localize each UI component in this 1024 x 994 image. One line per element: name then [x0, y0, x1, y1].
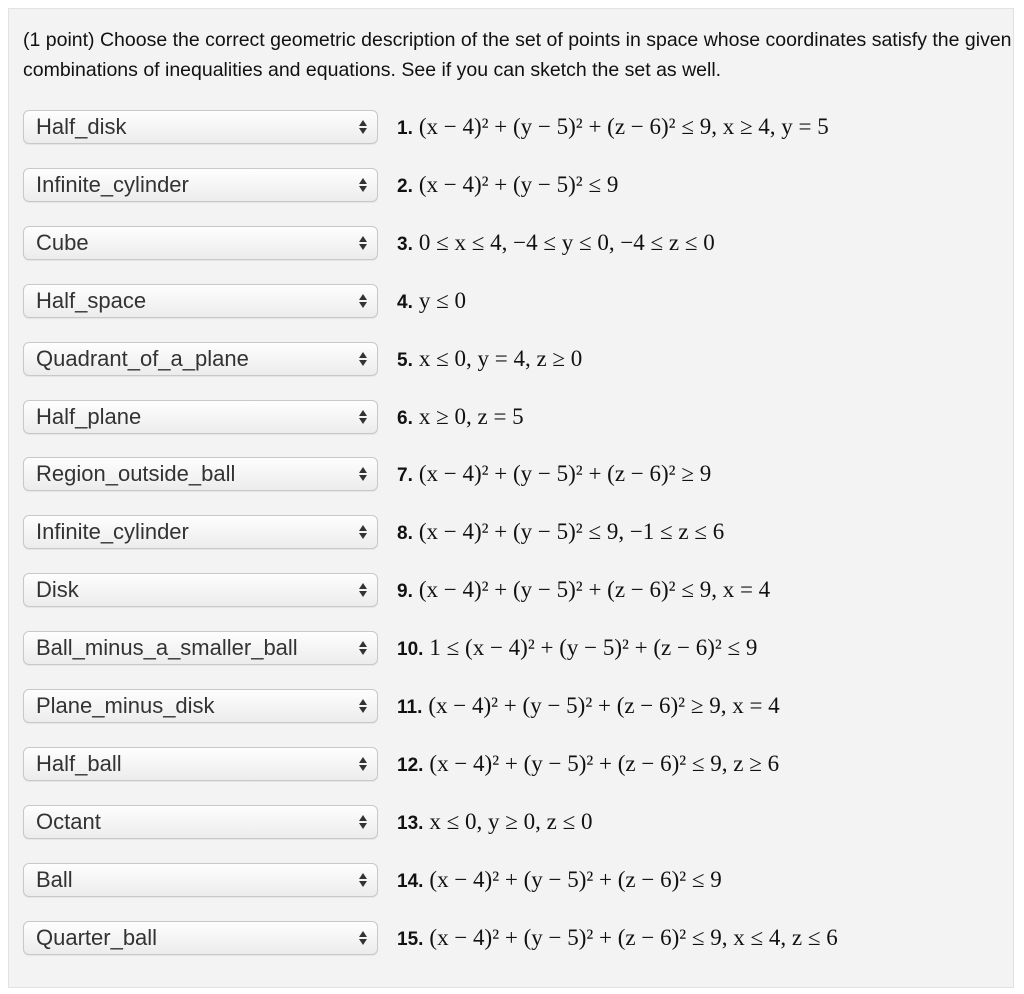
item-number: 7.: [397, 465, 413, 487]
equation: [397, 519, 724, 545]
item-number: 8.: [397, 523, 413, 545]
equation-expression: (x − 4)² + (y − 5)² + (z − 6)² ≤ 9: [429, 866, 722, 892]
select-updown-icon: [359, 120, 367, 134]
item-number: 4.: [397, 291, 413, 313]
answer-select-value: Plane_minus_disk: [36, 693, 215, 718]
equation-expression: 1 ≤ (x − 4)² + (y − 5)² + (z − 6)² ≤ 9: [429, 635, 758, 661]
equation-expression: (x − 4)² + (y − 5)² ≤ 9: [418, 171, 619, 197]
select-updown-icon: [359, 467, 367, 481]
select-updown-icon: [359, 178, 367, 192]
equation-expression: (x − 4)² + (y − 5)² + (z − 6)² ≥ 9: [418, 461, 712, 487]
select-updown-icon: [359, 757, 367, 771]
answer-select-value: Quarter_ball: [36, 924, 158, 950]
answer-row: [23, 630, 757, 666]
answer-row: [23, 862, 722, 898]
answer-row: [23, 225, 715, 261]
equation-expression: 0 ≤ x ≤ 4, −4 ≤ y ≤ 0, −4 ≤ z ≤ 0: [418, 229, 715, 255]
select-updown-icon: [359, 699, 367, 713]
select-updown-icon: [359, 294, 367, 308]
answer-row: [23, 456, 711, 492]
answer-select-value: Infinite_cylinder: [36, 519, 189, 545]
equation: [397, 925, 838, 951]
answer-select-value: Region_outside_ball: [36, 461, 236, 487]
answer-row: [23, 341, 582, 377]
answer-select[interactable]: [23, 689, 378, 723]
equation: [397, 751, 779, 777]
item-number: 10.: [397, 639, 424, 661]
answer-row: [23, 920, 838, 956]
answer-row: [23, 109, 829, 145]
item-number: 5.: [397, 349, 413, 371]
answer-row: [23, 572, 770, 608]
equation-expression: (x − 4)² + (y − 5)² + (z − 6)² ≤ 9, x ≥ 4, y = 5: [418, 114, 829, 139]
equation-expression: y ≤ 0: [418, 287, 466, 313]
item-number: 2.: [397, 175, 413, 197]
answer-select[interactable]: [23, 400, 378, 434]
answer-row: [23, 514, 724, 550]
answer-select[interactable]: [23, 515, 378, 549]
answer-select[interactable]: [23, 284, 378, 318]
equation-expression: x ≥ 0, z = 5: [418, 403, 524, 429]
answer-select-value: Octant: [36, 808, 101, 834]
question-prompt: (1 point) Choose the correct geometric description of the set of points in space whose coordinates satisfy the given combinations of inequalities and equations. See if you can sketch the set as well.: [23, 29, 1012, 81]
answer-select[interactable]: [23, 342, 378, 376]
answer-select[interactable]: [23, 863, 378, 897]
equation: [397, 809, 593, 835]
answer-select[interactable]: [23, 226, 378, 260]
answer-select-value: Half_ball: [36, 750, 122, 776]
answer-select[interactable]: [23, 631, 378, 665]
answer-select[interactable]: [23, 110, 378, 144]
select-updown-icon: [359, 583, 367, 597]
answer-row: [23, 167, 618, 203]
equation: [397, 346, 582, 372]
answer-row: [23, 804, 593, 840]
answer-select-value: Ball_minus_a_smaller_ball: [36, 635, 298, 661]
equation: [397, 867, 722, 893]
answer-select[interactable]: [23, 747, 378, 781]
item-number: 11.: [397, 697, 423, 718]
item-number: 1.: [397, 118, 413, 139]
select-updown-icon: [359, 873, 367, 887]
select-updown-icon: [359, 641, 367, 655]
item-number: 13.: [397, 812, 424, 834]
answer-select-value: Infinite_cylinder: [36, 171, 189, 197]
answer-row: [23, 746, 779, 782]
equation: [397, 461, 711, 487]
equation: [397, 114, 829, 140]
answer-select-value: Half_plane: [36, 403, 142, 429]
select-updown-icon: [359, 525, 367, 539]
answer-select[interactable]: [23, 573, 378, 607]
answer-select-value: Half_disk: [36, 114, 127, 139]
equation: [397, 635, 757, 661]
equation-expression: (x − 4)² + (y − 5)² + (z − 6)² ≤ 9, x = 4: [418, 577, 771, 603]
select-updown-icon: [359, 931, 367, 945]
answer-select-value: Disk: [36, 577, 79, 603]
item-number: 3.: [397, 233, 413, 255]
equation: [397, 288, 466, 314]
select-updown-icon: [359, 352, 367, 366]
answer-select-value: Quadrant_of_a_plane: [36, 345, 249, 371]
answer-row: [23, 283, 466, 319]
answer-select[interactable]: [23, 921, 378, 955]
item-number: 15.: [397, 928, 424, 950]
equation: [397, 230, 715, 256]
equation-expression: x ≤ 0, y ≥ 0, z ≤ 0: [429, 808, 593, 834]
equation: [397, 693, 780, 719]
answer-row: [23, 399, 524, 435]
answer-select[interactable]: [23, 805, 378, 839]
equation: [397, 577, 770, 603]
equation-expression: x ≤ 0, y = 4, z ≥ 0: [418, 345, 583, 371]
item-number: 12.: [397, 754, 424, 776]
answer-select-value: Ball: [36, 866, 73, 892]
item-number: 14.: [397, 870, 424, 892]
question-panel: [8, 8, 1014, 988]
select-updown-icon: [359, 236, 367, 250]
answer-row: [23, 688, 780, 724]
equation: [397, 172, 618, 198]
equation: [397, 404, 524, 430]
item-number: 6.: [397, 407, 413, 429]
select-updown-icon: [359, 410, 367, 424]
answer-select[interactable]: [23, 168, 378, 202]
item-number: 9.: [397, 581, 413, 603]
select-updown-icon: [359, 815, 367, 829]
equation-expression: (x − 4)² + (y − 5)² + (z − 6)² ≤ 9, x ≤ 4, z ≤ 6: [429, 924, 838, 950]
answer-select-value: Half_space: [36, 287, 147, 313]
equation-expression: (x − 4)² + (y − 5)² ≤ 9, −1 ≤ z ≤ 6: [418, 519, 725, 545]
equation-expression: (x − 4)² + (y − 5)² + (z − 6)² ≤ 9, z ≥ 6: [429, 750, 780, 776]
answer-select-value: Cube: [36, 229, 89, 255]
equation-expression: (x − 4)² + (y − 5)² + (z − 6)² ≥ 9, x = 4: [428, 693, 780, 718]
answer-select[interactable]: [23, 457, 378, 491]
